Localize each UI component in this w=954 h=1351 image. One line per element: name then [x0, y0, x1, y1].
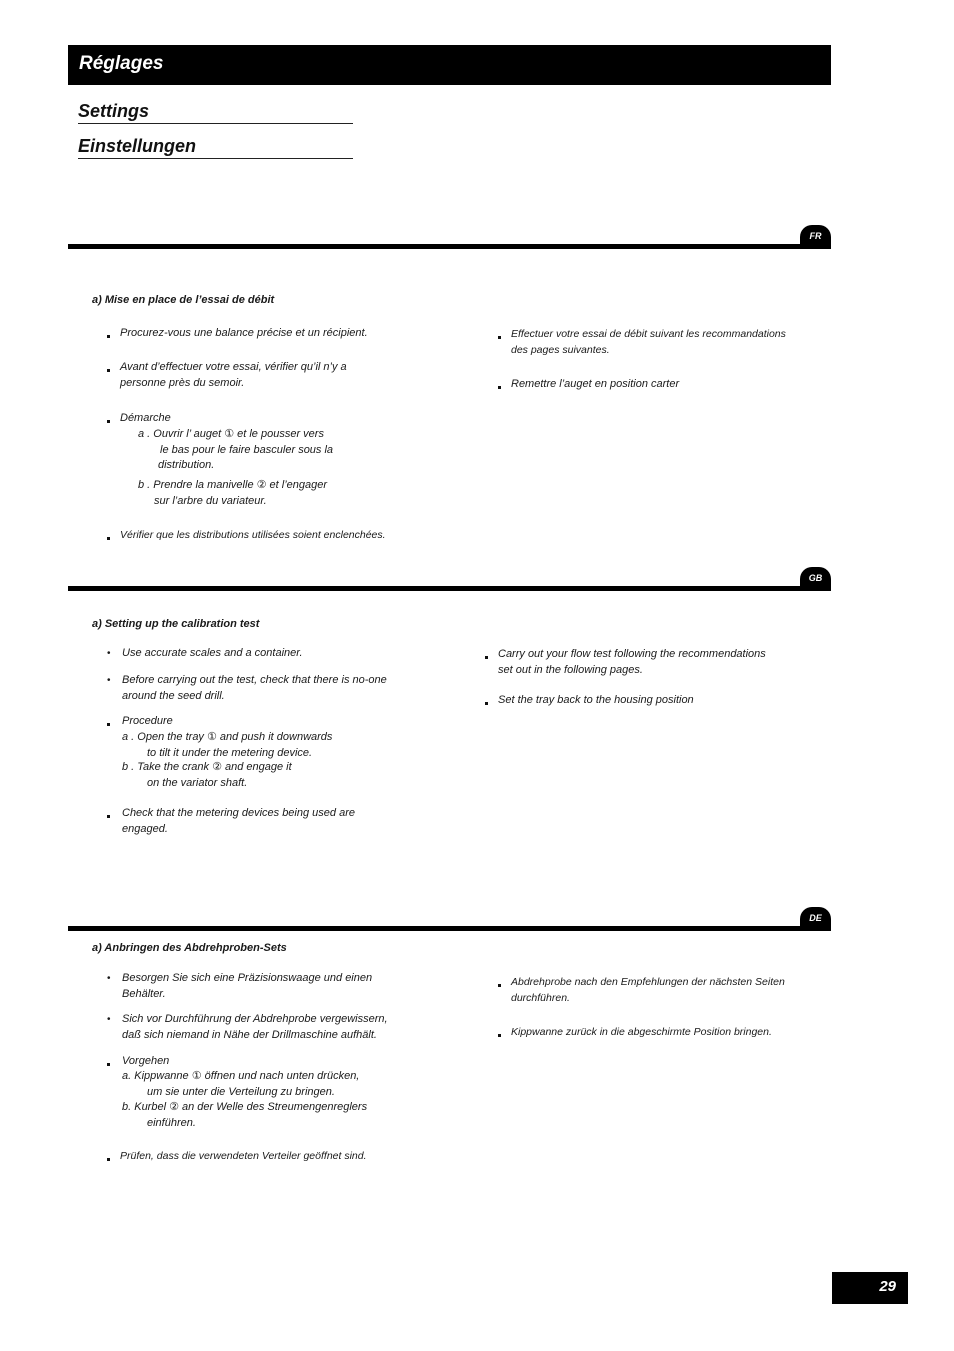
bullet	[498, 386, 501, 389]
bullet	[107, 815, 110, 818]
section-title-fr: a) Mise en place de l’essai de débit	[92, 294, 275, 306]
bullet	[485, 656, 488, 659]
badge-de: DE	[800, 907, 831, 929]
subtitle-settings: Settings	[78, 101, 353, 124]
subtitle-einstellungen: Einstellungen	[78, 136, 353, 159]
bullet	[498, 1034, 501, 1037]
bullet: •	[107, 675, 111, 686]
list-item: Set the tray back to the housing position	[498, 694, 694, 706]
badge-fr: FR	[800, 225, 831, 247]
step-item: b . Prendre la manivelle ② et l’engager sur l’arbre du variateur.	[138, 479, 328, 507]
bullet: •	[107, 973, 111, 984]
bullet	[498, 336, 501, 339]
list-item: Carry out your flow test following the recommendations set out in the following pages.	[498, 648, 766, 676]
list-item: Procurez-vous une balance précise et un récipient.	[120, 327, 368, 339]
section-rule-fr	[68, 244, 831, 249]
bullet	[107, 1063, 110, 1066]
step-item: a. Kippwanne ① öffnen und nach unten drücken, um sie unter die Verteilung zu bringen.	[122, 1070, 360, 1098]
list-item: Before carrying out the test, check that there is no-one around the seed drill.	[122, 674, 387, 702]
list-item: Avant d’effectuer votre essai, vérifier qu’il n’y a personne près du semoir.	[120, 361, 347, 389]
bullet	[107, 420, 110, 423]
bullet: •	[107, 1014, 111, 1025]
bullet	[498, 984, 501, 987]
header-bar	[68, 45, 831, 85]
bullet: •	[107, 648, 111, 659]
bullet	[485, 702, 488, 705]
step-item: a . Open the tray ① and push it downwards to tilt it under the metering device.	[122, 731, 333, 759]
list-item: Check that the metering devices being used are engaged.	[122, 807, 355, 835]
list-item: Besorgen Sie sich eine Präzisionswaage und einen Behälter.	[122, 972, 373, 1000]
list-item: Vorgehen	[122, 1055, 170, 1067]
list-item: Abdrehprobe nach den Empfehlungen der nächsten Seiten durchführen.	[511, 976, 785, 1004]
list-item: Sich vor Durchführung der Abdrehprobe vergewissern, daß sich niemand in Nähe der Drillmaschine aufhält.	[122, 1013, 388, 1041]
step-item: b . Take the crank ② and engage it on the variator shaft.	[122, 761, 292, 789]
list-item: Remettre l’auget en position carter	[511, 378, 680, 390]
page-title: Réglages	[79, 53, 164, 74]
list-item: Effectuer votre essai de débit suivant les recommandations des pages suivantes.	[511, 328, 786, 356]
list-item: Use accurate scales and a container.	[122, 647, 303, 659]
section-rule-gb	[68, 586, 831, 591]
section-title-de: a) Anbringen des Abdrehproben-Sets	[92, 942, 287, 954]
page-number: 29	[879, 1278, 896, 1295]
list-item: Kippwanne zurück in die abgeschirmte Position bringen.	[511, 1026, 772, 1038]
bullet	[107, 537, 110, 540]
page-number-box	[832, 1272, 908, 1304]
step-item: b. Kurbel ② an der Welle des Streumengenreglers einführen.	[122, 1101, 368, 1129]
step-item: a . Ouvrir l’ auget ① et le pousser vers le bas pour le faire basculer sous la distribution.	[138, 428, 334, 471]
list-item: Démarche	[120, 412, 171, 424]
bullet	[107, 723, 110, 726]
bullet	[107, 1158, 110, 1161]
bullet	[107, 335, 110, 338]
section-title-gb: a) Setting up the calibration test	[92, 618, 260, 630]
badge-gb: GB	[800, 567, 831, 589]
section-rule-de	[68, 926, 831, 931]
bullet	[107, 369, 110, 372]
list-item: Vérifier que les distributions utilisées soient enclenchées.	[120, 529, 386, 541]
list-item: Procedure	[122, 715, 173, 727]
list-item: Prüfen, dass die verwendeten Verteiler geöffnet sind.	[120, 1150, 367, 1162]
